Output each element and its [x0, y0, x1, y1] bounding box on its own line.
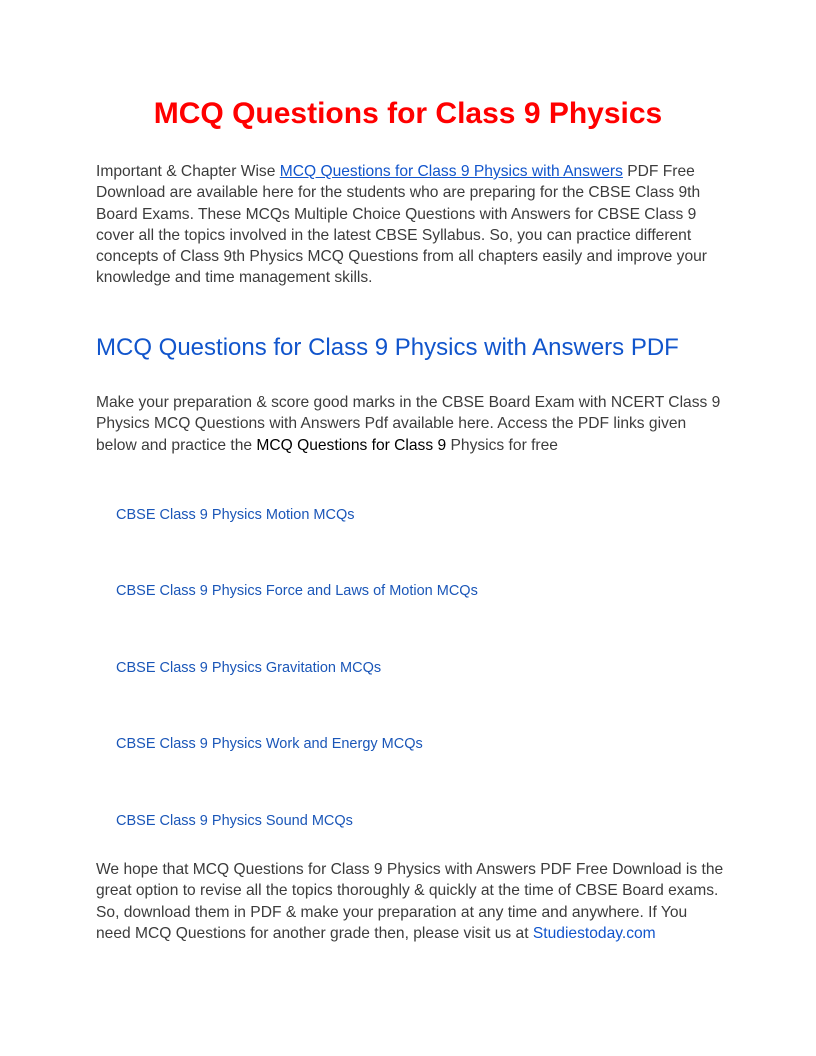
chapter-link-gravitation[interactable]: CBSE Class 9 Physics Gravitation MCQs — [116, 660, 382, 676]
intro-suffix: PDF Free Download are available here for the students who are preparing for the CBSE Class 9th Board Exams. These MCQs Multiple Choice Questions with Answers for CBSE Class 9 cover all the topics involved in the latest CBSE Syllabus. So, you can practice different concepts of Class 9th Physics MCQ Questions from all chapters easily and improve your knowledge and time management skills. — [96, 163, 708, 287]
section-para-highlight: MCQ Questions for Class 9 — [256, 436, 447, 454]
mcq-answers-link[interactable]: MCQ Questions for Class 9 Physics with Answers — [279, 163, 623, 180]
chapter-link-sound[interactable]: CBSE Class 9 Physics Sound MCQs — [116, 813, 353, 829]
chapter-link-motion[interactable]: CBSE Class 9 Physics Motion MCQs — [116, 507, 355, 523]
outro-paragraph — [96, 859, 726, 944]
section-para-suffix: Physics for free — [446, 436, 558, 454]
intro-prefix: Important & Chapter Wise — [96, 163, 280, 180]
chapter-link-work-energy[interactable]: CBSE Class 9 Physics Work and Energy MCQs — [116, 736, 423, 752]
section-heading: MCQ Questions for Class 9 Physics with Answers PDF — [96, 334, 679, 361]
section-paragraph — [96, 392, 726, 456]
chapter-link-force-laws-of-motion[interactable]: CBSE Class 9 Physics Force and Laws of Motion MCQs — [116, 583, 478, 599]
section-para-prefix: Make your preparation & score good marks in the CBSE Board Exam with NCERT Class 9 Physics MCQ Questions with Answers Pdf available here. Access the PDF links given below and practice the — [96, 394, 721, 454]
studiestoday-link[interactable]: Studiestoday.com — [532, 924, 656, 942]
intro-paragraph — [96, 161, 726, 289]
outro-text: We hope that MCQ Questions for Class 9 Physics with Answers PDF Free Download is the great option to revise all the topics thoroughly & quickly at the time of CBSE Board exams. So, download them in PDF & make your preparation at any time and anywhere. If You need MCQ Questions for another grade then, please visit us at — [96, 861, 724, 942]
page-title: MCQ Questions for Class 9 Physics — [153, 97, 663, 130]
